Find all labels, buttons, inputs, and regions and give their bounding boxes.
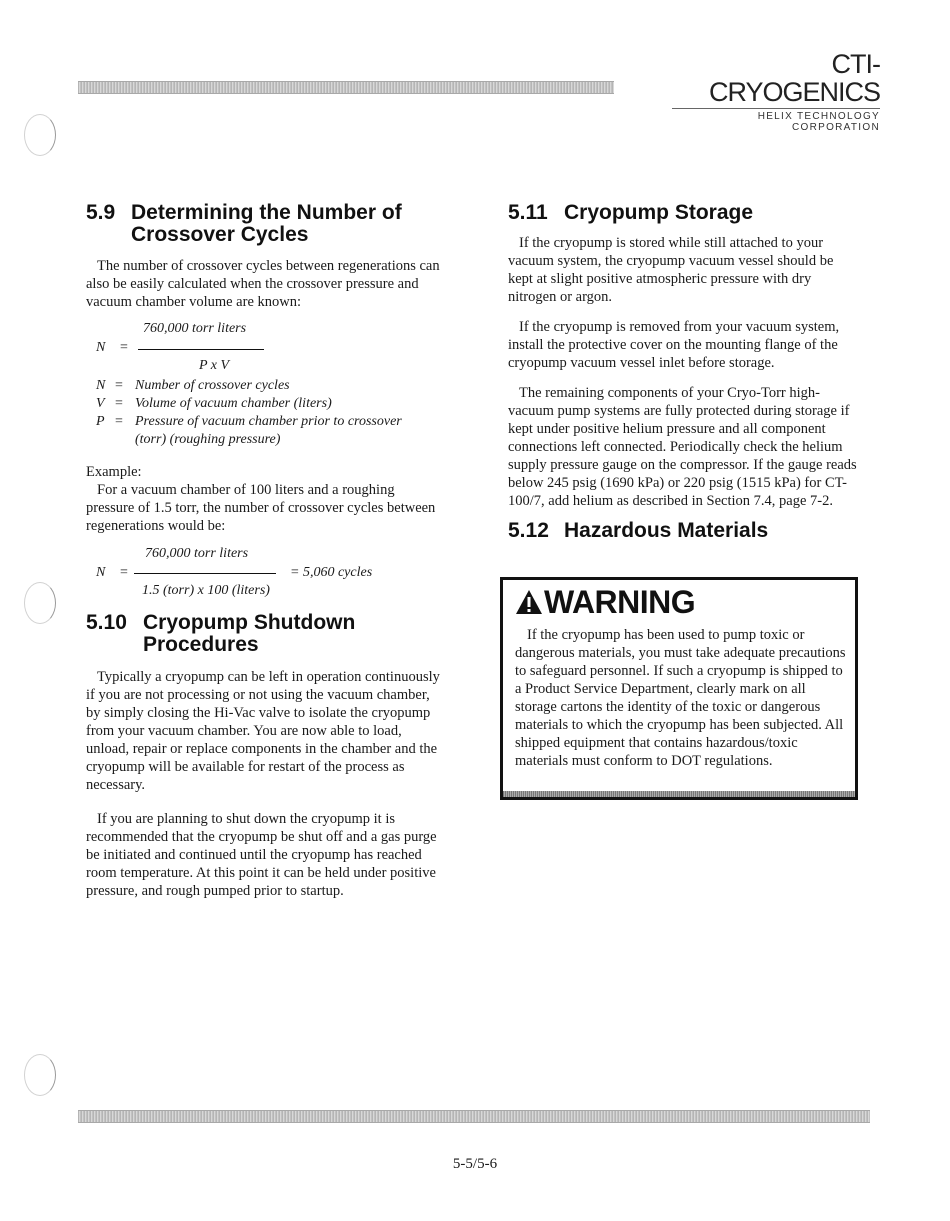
warning-box-footer-rule: [503, 791, 855, 797]
section-5-10-heading: [86, 612, 446, 656]
section-5-10-paragraph-1: Typically a cryopump can be left in operation continuously if you are not processing or not using the vacuum chamber, by simply closing the Hi-Vac valve to isolate the cryopump from your vacuum chamber. You are now able to load, unload, repair or replace components in the chamber and the cryopump will be available for restart of the process as necessary.: [86, 669, 440, 793]
example-equals: =: [120, 565, 128, 580]
definition-v: V = Volume of vacuum chamber (liters): [96, 396, 332, 411]
section-number: 5.9: [86, 201, 116, 224]
brand-logo: [672, 50, 880, 133]
formula-numerator: 760,000 torr liters: [143, 321, 247, 336]
section-5-11-heading: [508, 202, 860, 224]
section-title: Hazardous Materials: [564, 519, 769, 542]
section-number: 5.12: [508, 519, 549, 542]
left-column: [86, 202, 446, 912]
right-column: [508, 202, 860, 553]
example-result: = 5,060 cycles: [290, 565, 373, 580]
example-label: Example:: [86, 464, 142, 480]
page-number: 5-5/5-6: [452, 1156, 498, 1172]
footer-rule: [78, 1110, 870, 1123]
section-title: Determining the Number of Crossover Cycles: [131, 201, 402, 246]
warning-box: [500, 577, 858, 800]
example-formula: [86, 546, 446, 602]
binder-hole-middle: [24, 582, 56, 624]
section-number: 5.11: [508, 201, 548, 224]
section-5-9-intro: The number of crossover cycles between regenerations can also be easily calculated when the crossover pressure and vacuum chamber volume are known:: [86, 258, 440, 310]
section-5-10-paragraph-2: If you are planning to shut down the cryopump it is recommended that the cryopump be shut off and a gas purge be initiated and continued until the cryopump has reached room temperature. At this point it can be held under positive pressure, and rough pumped prior to startup.: [86, 811, 437, 899]
variable-definitions: [86, 377, 446, 449]
example-lhs: N: [96, 565, 106, 580]
section-5-11-paragraph-2: If the cryopump is removed from your vacuum system, install the protective cover on the mounting flange of the cryopump vacuum vessel inlet before storage.: [508, 319, 840, 371]
header-rule: [78, 81, 614, 94]
binder-hole-bottom: [24, 1054, 56, 1096]
definition-p: P = Pressure of vacuum chamber prior to crossover (torr) (roughing pressure): [96, 414, 402, 447]
example-denominator: 1.5 (torr) x 100 (liters): [142, 583, 270, 598]
section-5-9-heading: [86, 202, 446, 246]
section-number: 5.10: [86, 611, 127, 634]
warning-title: [515, 584, 695, 620]
warning-text: If the cryopump has been used to pump toxic or dangerous materials, you must take adequate precautions to safeguard personnel. If such a cryopump is shipped to a Product Service Department, clearly mark on all storage cartons the identity of the toxic or dangerous materials to which the cryopump has been subjected. All shipped equipment that contains hazardous/toxic materials must conform to DOT regulations.: [515, 627, 846, 769]
section-title: Cryopump Shutdown Procedures: [143, 611, 356, 656]
section-5-11-paragraph-3: The remaining components of your Cryo-Torr high-vacuum pump systems are fully protected during storage if kept under positive helium pressure and all component connections left connected. Periodically check the helium supply pressure gauge on the compressor. If the gauge reads below 245 psig (1690 kPa) or 220 psig (1515 kPa) for CT-100/7, add helium as described in Section 7.4, page 7-2.: [508, 385, 857, 509]
definition-n: N = Number of crossover cycles: [96, 378, 290, 393]
section-5-11-paragraph-1: If the cryopump is stored while still attached to your vacuum system, the cryopump vacuum vessel should be kept at slight positive atmospheric pressure with dry nitrogen or argon.: [508, 235, 834, 305]
brand-subtitle: HELIX TECHNOLOGY CORPORATION: [672, 108, 880, 133]
warning-triangle-icon: [515, 589, 543, 615]
formula-lhs: N: [96, 340, 106, 355]
binder-hole-top: [24, 114, 56, 156]
example-numerator: 760,000 torr liters: [145, 546, 249, 561]
example-text: For a vacuum chamber of 100 liters and a roughing pressure of 1.5 torr, the number of crossover cycles between regenerations would be:: [86, 482, 436, 534]
example-fraction-line: [134, 573, 276, 574]
crossover-formula: [86, 321, 446, 377]
formula-fraction-line: [138, 349, 264, 350]
section-5-12-heading: [508, 520, 860, 542]
section-title: Cryopump Storage: [564, 201, 754, 224]
formula-denominator: P x V: [199, 358, 230, 373]
formula-equals: =: [120, 340, 128, 355]
warning-title-text: WARNING: [544, 584, 696, 620]
brand-name: CTI-CRYOGENICS: [708, 49, 880, 107]
